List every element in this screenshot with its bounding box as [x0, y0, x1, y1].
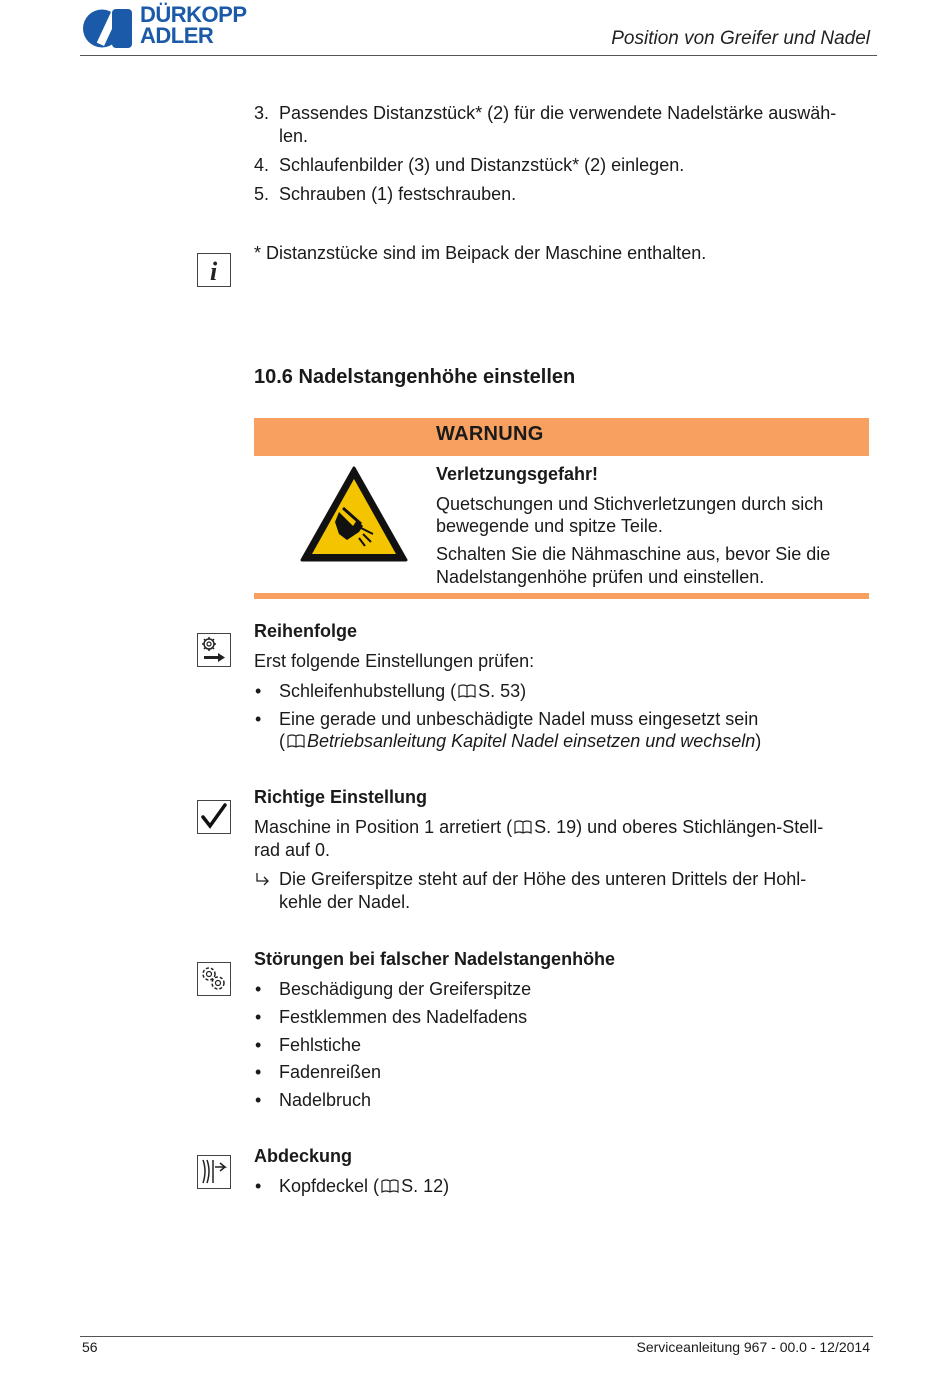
warning-text: bewegende und spitze Teile.: [436, 516, 663, 536]
bullet: •: [255, 1007, 262, 1027]
step-number: 4.: [254, 155, 270, 175]
book-reference-icon: [381, 1179, 399, 1193]
faults-title: Störungen bei falscher Nadelstangenhöhe: [254, 949, 616, 969]
malfunction-gears-icon: [197, 962, 231, 996]
document-id: Serviceanleitung 967 - 00.0 - 12/2014: [636, 1339, 870, 1355]
footer-divider: [80, 1336, 873, 1337]
fault-item: Fadenreißen: [279, 1062, 382, 1082]
correct-text-continued: rad auf 0.: [254, 840, 331, 860]
order-item: Schleifenhubstellung ( S. 53): [279, 681, 527, 701]
note-text: * Distanzstücke sind im Beipack der Maschine enthalten.: [254, 243, 707, 263]
bullet: •: [255, 709, 262, 729]
result-arrow-icon: [255, 872, 271, 888]
step-text: Schlaufenbilder (3) und Distanzstück* (2) einlegen.: [279, 155, 685, 175]
document-reference: Betriebsanleitung Kapitel Nadel einsetzen und wechseln: [307, 731, 756, 751]
page-reference: S. 12): [401, 1176, 450, 1196]
page-reference: S. 53): [478, 681, 527, 701]
step-text: Schrauben (1) festschrauben.: [279, 184, 517, 204]
bullet: •: [255, 1090, 262, 1110]
cover-item: Kopfdeckel ( S. 12): [279, 1176, 450, 1196]
fault-item: Beschädigung der Greiferspitze: [279, 979, 532, 999]
fault-item: Festklemmen des Nadelfadens: [279, 1007, 528, 1027]
bullet: •: [255, 1176, 262, 1196]
correct-text: Maschine in Position 1 arretiert ( S. 19) und oberes Stichlängen-Stell-: [254, 817, 824, 837]
order-title: Reihenfolge: [254, 621, 358, 641]
warning-title: WARNUNG: [436, 423, 544, 445]
header-divider: [80, 55, 877, 56]
header-title: Position von Greifer und Nadel: [611, 28, 870, 49]
warning-header-bar: [254, 418, 869, 456]
hand-crush-warning-icon: [299, 464, 409, 564]
result-text-continued: kehle der Nadel.: [279, 892, 411, 912]
bullet: •: [255, 979, 262, 999]
warning-subtitle: Verletzungsgefahr!: [436, 464, 599, 484]
step-number: 3.: [254, 103, 270, 123]
book-reference-icon: [287, 734, 305, 748]
order-item: Eine gerade und unbeschädigte Nadel muss eingesetzt sein: [279, 709, 759, 729]
checkmark-icon: [197, 800, 231, 834]
book-reference-icon: [514, 820, 532, 834]
fault-item: Fehlstiche: [279, 1035, 362, 1055]
order-item-continued: ( Betriebsanleitung Kapitel Nadel einsetzen und wechseln): [279, 731, 762, 751]
brand-logo-mark: [82, 8, 134, 49]
warning-text: Schalten Sie die Nähmaschine aus, bevor Sie die: [436, 544, 831, 564]
section-heading: 10.6 Nadelstangenhöhe einstellen: [254, 366, 576, 388]
warning-text: Quetschungen und Stichverletzungen durch sich: [436, 494, 824, 514]
step-text-continued: len.: [279, 126, 309, 146]
svg-text:i: i: [210, 257, 218, 285]
info-icon: [197, 253, 231, 287]
result-text: Die Greiferspitze steht auf der Höhe des unteren Drittels der Hohl-: [279, 869, 807, 889]
brand-logo-text: DÜRKOPP ADLER: [140, 2, 247, 48]
warning-bottom-bar: [254, 593, 869, 599]
step-number: 5.: [254, 184, 270, 204]
order-intro: Erst folgende Einstellungen prüfen:: [254, 651, 535, 671]
settings-sequence-icon: [197, 633, 231, 667]
cover-title: Abdeckung: [254, 1146, 353, 1166]
book-reference-icon: [458, 684, 476, 698]
fault-item: Nadelbruch: [279, 1090, 372, 1110]
page-number: 56: [82, 1339, 98, 1355]
step-text: Passendes Distanzstück* (2) für die verwendete Nadelstärke auswäh-: [279, 103, 837, 123]
cover-open-icon: [197, 1155, 231, 1189]
bullet: •: [255, 681, 262, 701]
correct-title: Richtige Einstellung: [254, 787, 428, 807]
warning-text: Nadelstangenhöhe prüfen und einstellen.: [436, 567, 765, 587]
bullet: •: [255, 1035, 262, 1055]
bullet: •: [255, 1062, 262, 1082]
